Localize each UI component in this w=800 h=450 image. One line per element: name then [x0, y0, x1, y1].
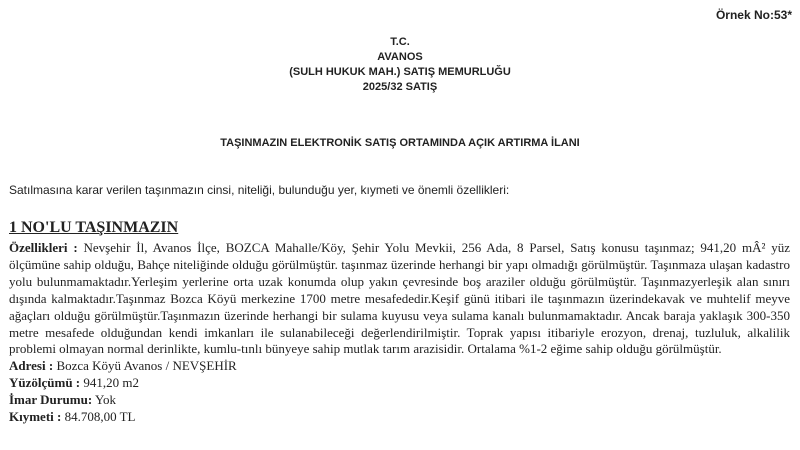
value-label: Kıymeti : — [9, 409, 62, 425]
property-zoning — [9, 392, 790, 409]
header-district: AVANOS — [377, 51, 423, 63]
sample-number: Örnek No:53* — [715, 8, 792, 22]
header-case-number: 2025/32 SATIŞ — [362, 81, 438, 93]
property-value — [9, 409, 790, 426]
address-label: Adresi : — [9, 358, 54, 374]
address-value: Bozca Köyü Avanos / NEVŞEHİR — [53, 358, 237, 374]
property-area — [9, 375, 790, 392]
value-value: 84.708,00 TL — [61, 409, 136, 425]
features-text: Nevşehir İl, Avanos İlçe, BOZCA Mahalle/Köy, Şehir Yolu Mevkii, 256 Ada, 8 Parsel, Satış konusu taşınmaz; 941,20 mÂ² yüz ölçümüne sahip olduğu, Bahçe niteliğinde olduğu görülmüştür. taşınmaz üzerinde herhangi bir yapı olmadığı görülmüştür. Taşınmaza ulaşan kadastro yolu bulunmamaktadır.Yerleşim yerlerine orta uzak konumda olup yakın çevresinde boş araziler olduğu görülmüştür. Taşınmazyerleşik alan sınırı dışında kalmaktadır.Taşınmaz Bozca Köyü merkezine 1700 metre mesafededir.Keşif günü itibari ile taşınmazın üzerindekavak ve muhtelif meyve ağaçları olduğu görülmüştür.Taşınmazın üzerinde herhangi bir sulama kuyusu veya sulama kanalı bulunmamaktadır. Ancak baraja yaklaşık 300-350 metre mesafede olduğundan kendi imkanları ile sulanabileceği değerlendirilmiştir. Toprak yapısı itibariyle erozyon, drenaj, tuzluluk, alkalilik problemi olmayan normal derinlikte, kumlu-tınlı bünyeye sahip mutlak tarım arazisidir. Ortalama %1-2 eğime sahip olduğu görülmüştür. — [9, 240, 790, 357]
header-office: (SULH HUKUK MAH.) SATIŞ MEMURLUĞU — [289, 66, 511, 78]
property-features — [9, 240, 790, 358]
header-country: T.C. — [390, 36, 410, 48]
area-label: Yüzölçümü : — [9, 375, 81, 391]
announcement-title: TAŞINMAZIN ELEKTRONİK SATIŞ ORTAMINDA AÇIK ARTIRMA İLANI — [220, 137, 580, 149]
property-details — [9, 240, 790, 426]
document-header — [0, 35, 800, 95]
area-value: 941,20 m2 — [80, 375, 140, 391]
zoning-label: İmar Durumu: — [9, 392, 93, 408]
features-label: Özellikleri : — [9, 240, 78, 255]
intro-text: Satılmasına karar verilen taşınmazın cinsi, niteliği, bulunduğu yer, kıymeti ve önemli özellikleri: — [9, 183, 510, 197]
property-heading: 1 NO'LU TAŞINMAZIN — [9, 219, 179, 236]
property-address — [9, 358, 790, 375]
zoning-value: Yok — [92, 392, 117, 408]
